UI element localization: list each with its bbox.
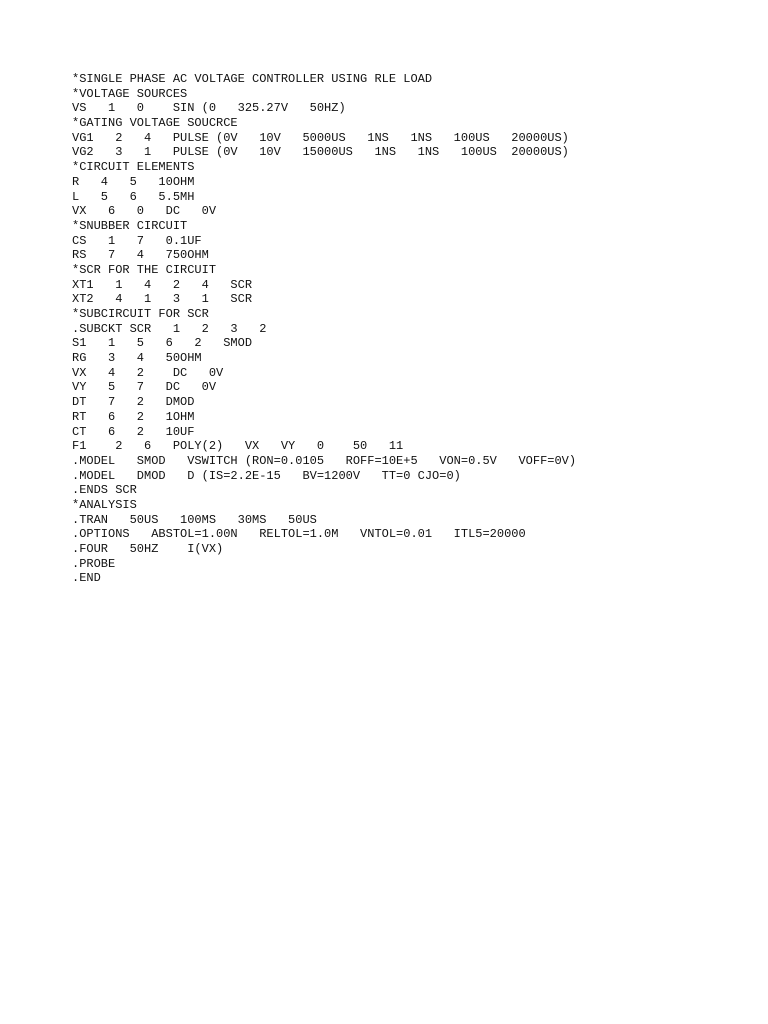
netlist-line: VY 5 7 DC 0V	[72, 380, 217, 395]
netlist-line: *VOLTAGE SOURCES	[72, 86, 188, 101]
netlist-line: RT 6 2 1OHM	[72, 409, 195, 424]
netlist-line: XT2 4 1 3 1 SCR	[72, 292, 253, 307]
netlist-line: L 5 6 5.5MH	[72, 189, 195, 204]
netlist-line: VG1 2 4 PULSE (0V 10V 5000US 1NS 1NS 100US 20000US)	[72, 130, 569, 145]
netlist-line: S1 1 5 6 2 SMOD	[72, 336, 253, 351]
netlist-line: XT1 1 4 2 4 SCR	[72, 277, 253, 292]
netlist-line: F1 2 6 POLY(2) VX VY 0 50 11	[72, 439, 404, 454]
netlist-line: *CIRCUIT ELEMENTS	[72, 160, 195, 175]
netlist-line: *SCR FOR THE CIRCUIT	[72, 262, 217, 277]
netlist-line: *ANALYSIS	[72, 497, 137, 512]
netlist-line: VX 4 2 DC 0V	[72, 365, 224, 380]
spice-netlist	[72, 72, 576, 586]
netlist-line: *GATING VOLTAGE SOUCRCE	[72, 116, 238, 131]
netlist-line: .FOUR 50HZ I(VX)	[72, 542, 224, 556]
netlist-line: VS 1 0 SIN (0 325.27V 50HZ)	[72, 101, 346, 116]
netlist-line: RS 7 4 750OHM	[72, 248, 209, 263]
netlist-line: DT 7 2 DMOD	[72, 395, 195, 410]
netlist-line: .TRAN 50US 100MS 30MS 50US	[72, 512, 317, 527]
netlist-line: VG2 3 1 PULSE (0V 10V 15000US 1NS 1NS 100US 20000US)	[72, 145, 569, 160]
netlist-line: VX 6 0 DC 0V	[72, 204, 217, 219]
netlist-line: R 4 5 10OHM	[72, 174, 195, 189]
netlist-line: .SUBCKT SCR 1 2 3 2	[72, 321, 267, 336]
netlist-line: .OPTIONS ABSTOL=1.00N RELTOL=1.0M VNTOL=0.01 ITL5=20000	[72, 527, 526, 542]
netlist-line: CS 1 7 0.1UF	[72, 233, 202, 248]
netlist-line: *SNUBBER CIRCUIT	[72, 218, 188, 233]
netlist-line: .END	[72, 571, 101, 586]
netlist-line: .ENDS SCR	[72, 483, 137, 498]
netlist-line: *SINGLE PHASE AC VOLTAGE CONTROLLER USING RLE LOAD	[72, 72, 433, 86]
netlist-line: *SUBCIRCUIT FOR SCR	[72, 307, 209, 321]
netlist-line: .MODEL DMOD D (IS=2.2E-15 BV=1200V TT=0 CJO=0)	[72, 468, 461, 483]
netlist-line: .PROBE	[72, 556, 116, 571]
netlist-line: .MODEL SMOD VSWITCH (RON=0.0105 ROFF=10E+5 VON=0.5V VOFF=0V)	[72, 453, 577, 468]
netlist-line: CT 6 2 10UF	[72, 424, 195, 439]
netlist-line: RG 3 4 50OHM	[72, 351, 202, 366]
